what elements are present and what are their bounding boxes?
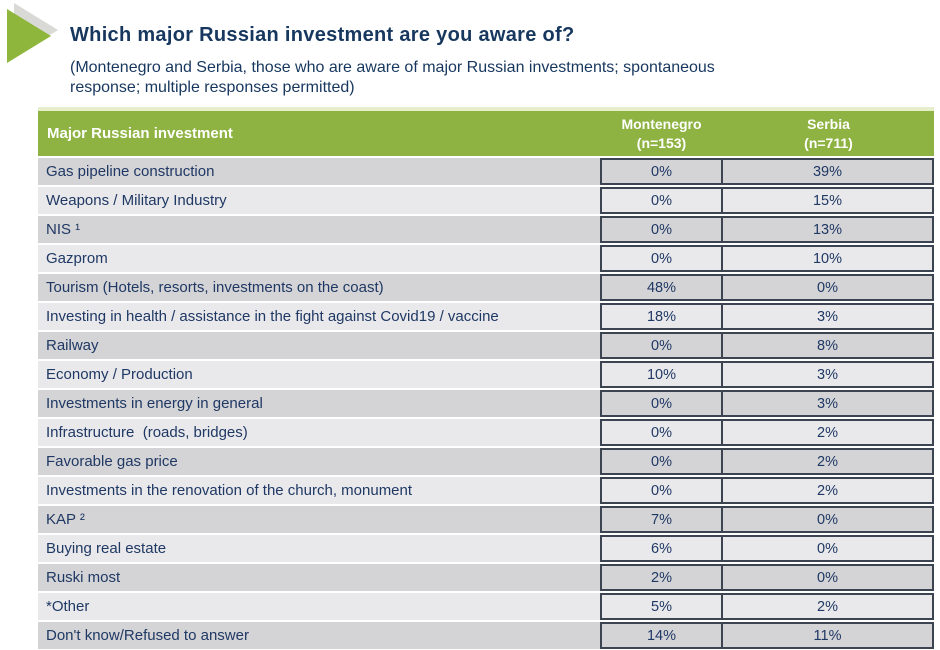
column-header-montenegro-n: (n=153): [636, 134, 687, 151]
row-label: Favorable gas price: [38, 448, 600, 475]
table-row: [38, 245, 934, 272]
montenegro-value: 0%: [600, 158, 723, 185]
serbia-value: 10%: [723, 245, 934, 272]
green-arrow-icon: [7, 9, 51, 63]
montenegro-value: 6%: [600, 535, 723, 562]
montenegro-value: 0%: [600, 245, 723, 272]
serbia-value: 15%: [723, 187, 934, 214]
column-header-serbia-name: Serbia: [807, 116, 850, 133]
row-label: Gazprom: [38, 245, 600, 272]
serbia-value: 3%: [723, 303, 934, 330]
subtitle-line-1: (Montenegro and Serbia, those who are aware of major Russian investments; spontaneous: [70, 59, 715, 76]
table-body: [38, 156, 934, 649]
montenegro-value: 0%: [600, 332, 723, 359]
serbia-value: 0%: [723, 564, 934, 591]
row-label: Tourism (Hotels, resorts, investments on the coast): [38, 274, 600, 301]
row-label: Ruski most: [38, 564, 600, 591]
serbia-value: 0%: [723, 506, 934, 533]
row-label: Investments in the renovation of the church, monument: [38, 477, 600, 504]
montenegro-value: 2%: [600, 564, 723, 591]
serbia-value: 39%: [723, 158, 934, 185]
serbia-value: 3%: [723, 361, 934, 388]
serbia-value: 11%: [723, 622, 934, 649]
montenegro-value: 0%: [600, 390, 723, 417]
row-label: Weapons / Military Industry: [38, 187, 600, 214]
survey-table: [38, 107, 934, 649]
montenegro-value: 10%: [600, 361, 723, 388]
row-label: Investing in health / assistance in the fight against Covid19 / vaccine: [38, 303, 600, 330]
row-label: Gas pipeline construction: [38, 158, 600, 185]
table-row: [38, 506, 934, 533]
serbia-value: 0%: [723, 274, 934, 301]
row-label: Economy / Production: [38, 361, 600, 388]
montenegro-value: 0%: [600, 187, 723, 214]
montenegro-value: 0%: [600, 448, 723, 475]
montenegro-value: 7%: [600, 506, 723, 533]
page-title: Which major Russian investment are you aware of?: [70, 24, 575, 46]
serbia-value: 2%: [723, 593, 934, 620]
montenegro-value: 14%: [600, 622, 723, 649]
table-row: [38, 564, 934, 591]
table-row: [38, 303, 934, 330]
column-header-montenegro: [600, 111, 723, 156]
montenegro-value: 48%: [600, 274, 723, 301]
row-label: NIS ¹: [38, 216, 600, 243]
table-row: [38, 419, 934, 446]
table-row: [38, 390, 934, 417]
column-header-serbia: [723, 111, 934, 156]
table-row: [38, 622, 934, 649]
montenegro-value: 0%: [600, 419, 723, 446]
subtitle: [70, 58, 715, 99]
table-row: [38, 187, 934, 214]
serbia-value: 3%: [723, 390, 934, 417]
serbia-value: 0%: [723, 535, 934, 562]
subtitle-line-2: response; multiple responses permitted): [70, 79, 355, 97]
serbia-value: 2%: [723, 477, 934, 504]
table-row: [38, 535, 934, 562]
row-label: Infrastructure (roads, bridges): [38, 419, 600, 446]
montenegro-value: 0%: [600, 477, 723, 504]
row-label: Investments in energy in general: [38, 390, 600, 417]
serbia-value: 8%: [723, 332, 934, 359]
table-row: [38, 593, 934, 620]
table-row: [38, 361, 934, 388]
serbia-value: 13%: [723, 216, 934, 243]
montenegro-value: 0%: [600, 216, 723, 243]
table-row: [38, 332, 934, 359]
column-header-montenegro-name: Montenegro: [621, 116, 702, 133]
table-row: [38, 158, 934, 185]
table-row: [38, 274, 934, 301]
column-header-serbia-n: (n=711): [804, 134, 853, 151]
table-row: [38, 477, 934, 504]
serbia-value: 2%: [723, 419, 934, 446]
row-label: KAP ²: [38, 506, 600, 533]
row-label: Buying real estate: [38, 535, 600, 562]
row-label: *Other: [38, 593, 600, 620]
row-label: Railway: [38, 332, 600, 359]
table-row: [38, 448, 934, 475]
table-row: [38, 216, 934, 243]
table-header-row: [38, 111, 934, 156]
serbia-value: 2%: [723, 448, 934, 475]
column-header-label: Major Russian investment: [47, 125, 233, 142]
row-label: Don't know/Refused to answer: [38, 622, 600, 649]
montenegro-value: 18%: [600, 303, 723, 330]
montenegro-value: 5%: [600, 593, 723, 620]
